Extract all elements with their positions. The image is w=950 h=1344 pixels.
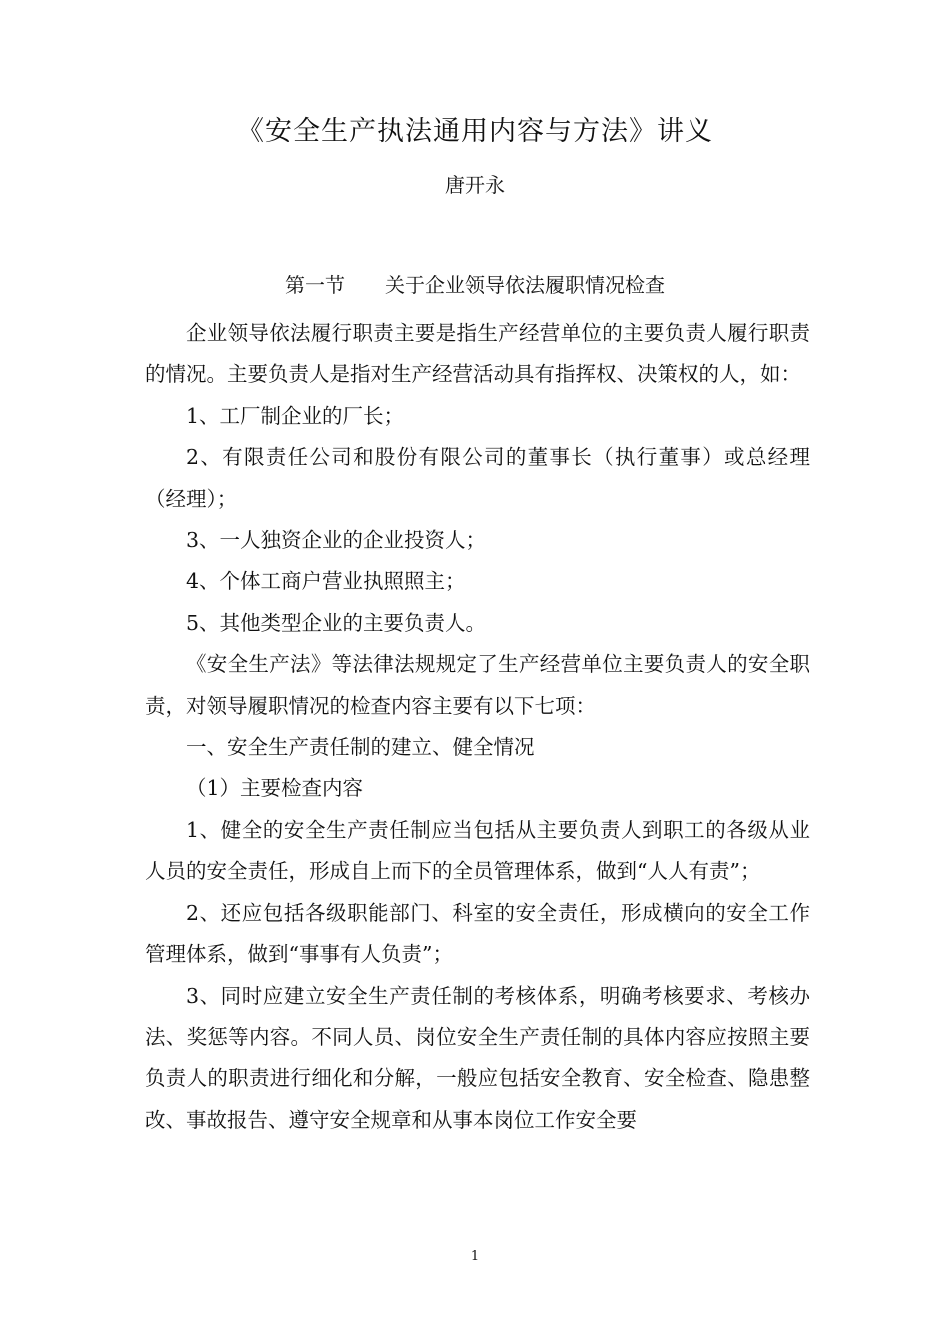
list-item: 2、有限责任公司和股份有限公司的董事长（执行董事）或总经理（经理）； <box>145 445 810 511</box>
list-item: 3、一人独资企业的企业投资人； <box>186 528 487 553</box>
list-item: 3、同时应建立安全生产责任制的考核体系，明确考核要求、考核办法、奖惩等内容。不同人员、岗位安全生产责任制的具体内容应按照主要负责人的职责进行细化和分解，一般应包括安全教育、安全检查、隐患整改、事故报告、遵守安全规章和从事本岗位工作安全要 <box>145 983 810 1132</box>
page-number: 1 <box>470 1249 480 1264</box>
subsection-heading: 一、安全生产责任制的建立、健全情况 <box>186 735 535 760</box>
list-item: 5、其他类型企业的主要负责人。 <box>186 610 487 635</box>
document-author: 唐开永 <box>445 173 505 197</box>
list-item: 2、还应包括各级职能部门、科室的安全责任，形成横向的安全工作管理体系，做到“事事有人负责”； <box>145 900 810 967</box>
document-body <box>145 313 810 1141</box>
list-item: 1、工厂制企业的厂长； <box>186 403 405 428</box>
body-paragraph: 企业领导依法履行职责主要是指生产经营单位的主要负责人履行职责的情况。主要负责人是指对生产经营活动具有指挥权、决策权的人，如： <box>145 321 810 387</box>
list-item: 1、健全的安全生产责任制应当包括从主要负责人到职工的各级从业人员的安全责任，形成自上而下的全员管理体系，做到“人人有责”； <box>145 817 810 884</box>
section-heading: 第一节 关于企业领导依法履职情况检查 <box>285 273 665 297</box>
document-title: 《安全生产执法通用内容与方法》讲义 <box>237 116 713 147</box>
body-paragraph: 《安全生产法》等法律法规规定了生产经营单位主要负责人的安全职责，对领导履职情况的检查内容主要有以下七项： <box>145 652 810 718</box>
list-item: 4、个体工商户营业执照照主； <box>186 569 466 594</box>
subsection-subheading: （1）主要检查内容 <box>186 776 364 801</box>
